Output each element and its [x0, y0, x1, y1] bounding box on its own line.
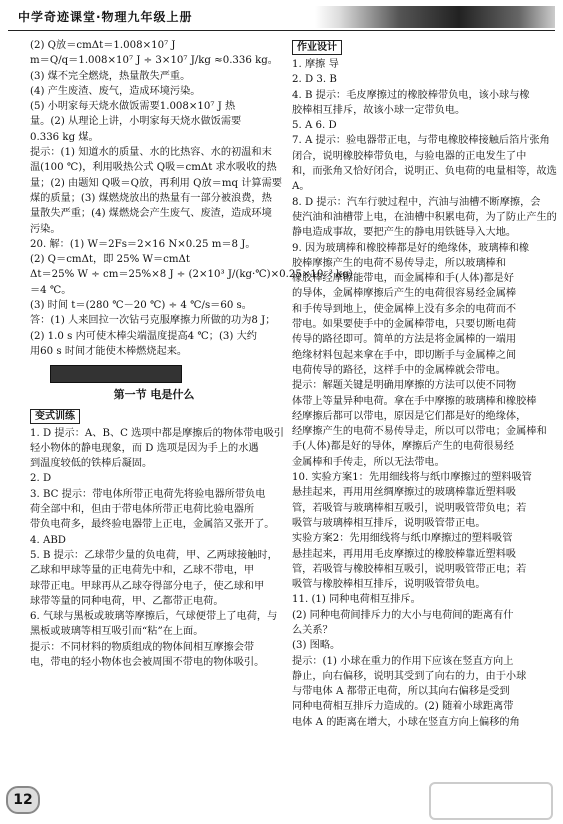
- text-line: 闭合，说明橡胶棒带负电，与验电器的正电发生了中: [292, 150, 527, 162]
- left-column-bottom: [30, 426, 284, 671]
- text-line: 5. B 提示：乙球带少量的负电荷，甲、乙两球接触时，: [30, 549, 278, 561]
- variant-training-label: 变式训练: [30, 409, 80, 424]
- text-line: 污染。: [30, 223, 61, 235]
- watermark-logo: [429, 782, 553, 820]
- chapter-banner: [50, 365, 182, 383]
- text-line: 提示：(1) 知道水的质量、水的比热容、水的初温和末: [30, 147, 272, 159]
- text-line: A。: [292, 181, 310, 193]
- text-line: 1. 摩擦 导: [292, 59, 339, 70]
- text-line: (2) Q放＝cmΔt＝1.008×10⁷ J: [30, 40, 176, 51]
- section-title: 第一节 电是什么: [113, 388, 195, 402]
- text-line: ＝4 ℃。: [30, 284, 72, 296]
- text-line: 的导体，金属棒摩擦后产生的电荷很容易经金属棒: [292, 288, 517, 300]
- text-line: 提示：(1) 小球在重力的作用下应该在竖直方向上: [292, 655, 514, 667]
- text-line: 2. D 3. B: [292, 74, 337, 86]
- text-line: 8. D 提示：汽车行驶过程中，汽油与油槽不断摩擦，会: [292, 196, 541, 208]
- text-line: 10. 实验方案1：先用细线将与纸巾摩擦过的塑料吸管: [292, 472, 532, 484]
- text-line: 1. D 提示：A、B、C 选项中都是摩擦后的物体带电吸引: [30, 427, 284, 439]
- text-line: 4. ABD: [30, 534, 66, 546]
- text-line: 量。(2) 从理论上讲，小明家每天烧水做饭需要: [30, 116, 242, 128]
- text-line: 使汽油和油槽带上电，在油槽中积累电荷，为了防止产生的: [292, 211, 557, 223]
- text-line: 提示：解题关键是明确用摩擦的方法可以使不同物: [292, 380, 517, 392]
- text-line: 黑板或玻璃等相互吸引而“粘”在上面。: [30, 626, 204, 638]
- text-line: 乙球和甲球等量的正电荷先中和，乙球不带电，甲: [30, 565, 255, 577]
- text-line: 么关系？: [292, 624, 333, 636]
- text-line: 7. A 提示：验电器带正电，与带电橡胶棒接触后箔片张角: [292, 135, 550, 147]
- right-column: [292, 38, 557, 730]
- text-line: 吸管与橡胶棒相互排斥，说明吸管带负电。: [292, 579, 486, 591]
- text-line: 11. (1) 同种电荷相互排斥。: [292, 594, 421, 606]
- text-line: 20. 解：(1) W＝2Fs＝2×16 N×0.25 m＝8 J。: [30, 238, 256, 250]
- text-line: (4) 产生废渣、废气，造成环境污染。: [30, 85, 201, 97]
- text-line: 带负电荷多，最终验电器带上正电，金属箔又张开了。: [30, 519, 275, 531]
- text-line: 球带正电。甲球再从乙球夺得部分电子，使乙球和甲: [30, 580, 265, 592]
- text-line: 到温度较低的铁棒后凝固。: [30, 458, 153, 470]
- text-line: 量；(2) 由题知 Q吸＝Q放，再利用 Q放＝mq 计算需要: [30, 177, 282, 189]
- text-line: 3. BC 提示：带电体所带正电荷先将验电器所带负电: [30, 488, 266, 500]
- text-line: 经摩擦后都可以带电，原因是它们都是好的绝缘体，: [292, 410, 527, 422]
- page-number: 12: [6, 786, 40, 814]
- text-line: 提示：不同材料的物质组成的物体间相互摩擦会带: [30, 641, 255, 653]
- text-line: (3) 时间 t＝(280 ℃－20 ℃) ÷ 4 ℃/s＝60 s。: [30, 300, 252, 312]
- text-line: Δt＝25% W ÷ cm＝25%×8 J ÷ (2×10³ J/(kg·℃)×0.25×10⁻³ kg): [30, 269, 353, 281]
- text-line: 金属棒和手传走，所以无法带电。: [292, 456, 445, 468]
- text-line: 量散失严重；(4) 煤燃烧会产生废气、废渣，造成环境: [30, 208, 272, 220]
- right-column-lines: [292, 57, 557, 730]
- text-line: 温(100 ℃)，利用吸热公式 Q吸＝cmΔt 求水吸收的热: [30, 162, 277, 174]
- text-line: 电体 A 的距离在增大，小球在竖直方向上偏移的角: [292, 716, 520, 728]
- text-line: 2. D: [30, 473, 52, 485]
- text-line: 9. 因为玻璃棒和橡胶棒都是好的绝缘体，玻璃棒和橡: [292, 242, 530, 254]
- text-line: 6. 气球与黑板或玻璃等摩擦后，气球便带上了电荷，与: [30, 611, 278, 623]
- header-title: 中学奇迹课堂·物理九年级上册: [18, 10, 193, 24]
- page-header: [8, 6, 555, 31]
- text-line: 管，若吸管与橡胶棒相互吸引，说明吸管带正电；若: [292, 563, 527, 575]
- text-line: 轻小物体的静电现象，而 D 选项是因为手上的水遇: [30, 442, 259, 454]
- text-line: 4. B 提示：毛皮摩擦过的橡胶棒带负电，该小球与橡: [292, 89, 530, 101]
- text-line: 5. A 6. D: [292, 120, 337, 132]
- text-line: m＝Q/q＝1.008×10⁷ J ÷ 3×10⁷ J/kg ≈0.336 kg。: [30, 55, 278, 67]
- text-line: 胶棒摩擦产生的电荷不易传导走，所以玻璃棒和: [292, 257, 506, 269]
- text-line: 悬挂起来，再用用毛皮摩擦过的橡胶棒靠近塑料吸: [292, 548, 517, 560]
- text-line: 电，带电的轻小物体也会被周围不带电的物体吸引。: [30, 656, 265, 668]
- text-line: (2) Q＝cmΔt，即 25% W＝cmΔt: [30, 254, 190, 266]
- text-line: 手(人体)都是好的导体，摩擦后产生的电荷很易经: [292, 441, 514, 453]
- text-line: (3) 煤不完全燃烧，热量散失严重。: [30, 70, 191, 82]
- text-line: (5) 小明家每天烧水做饭需要1.008×10⁷ J 热: [30, 101, 236, 113]
- text-line: 与带电体 A 都带正电荷，所以其向右偏移是受到: [292, 686, 510, 698]
- text-line: 静电造成事故，要把产生的静电用铁链导入大地。: [292, 227, 517, 239]
- homework-design-label: 作业设计: [292, 40, 342, 55]
- text-line: 管，若吸管与玻璃棒相互吸引，说明吸管带负电；若: [292, 502, 527, 514]
- text-line: 球带等量的同种电荷，甲、乙都带正电荷。: [30, 595, 224, 607]
- text-line: 吸管与玻璃棒相互排斥，说明吸管带正电。: [292, 517, 486, 529]
- text-line: 和，而张角又恰好闭合，说明正、负电荷的电量相等，故选: [292, 166, 557, 178]
- text-line: 绝缘材料包起来拿在手中，即切断手与金属棒之间: [292, 349, 517, 361]
- text-line: 传导的路径即可。简单的方法是将金属棒的一端用: [292, 334, 517, 346]
- text-line: 经摩擦产生的电荷不易传导走，所以可以带电；金属棒和: [292, 426, 547, 438]
- text-line: (3) 图略。: [292, 640, 341, 652]
- text-line: (2) 1.0 s 内可使木棒尖端温度提高4 ℃；(3) 大约: [30, 330, 257, 342]
- text-line: 实验方案2：先用细线将与纸巾摩擦过的塑料吸管: [292, 533, 513, 545]
- text-line: 静止，向右偏移，说明其受到了向右的力，由于小球: [292, 670, 527, 682]
- text-line: 用60 s 时间才能使木棒燃烧起来。: [30, 345, 188, 357]
- text-line: 和手传导到地上，使金属棒上没有多余的电荷而不: [292, 303, 517, 315]
- text-line: 0.336 kg 煤。: [30, 131, 99, 143]
- text-line: 同种电荷相互排斥力造成的。(2) 随着小球距离带: [292, 701, 514, 713]
- text-line: 悬挂起来，再用用丝绸摩擦过的玻璃棒靠近塑料吸: [292, 487, 517, 499]
- text-line: 答：(1) 人来回拉一次钻弓克服摩擦力所做的功为8 J；: [30, 315, 276, 327]
- text-line: 煤的质量；(3) 煤燃烧放出的热量有一部分被浪费，热: [30, 192, 272, 204]
- text-line: 橡胶棒经摩擦能带电，而金属棒和手(人体)都是好: [292, 273, 514, 285]
- text-line: 带电。如果要使手中的金属棒带电，只要切断电荷: [292, 319, 517, 331]
- text-line: 体带上等量异种电荷。拿在手中摩擦的玻璃棒和橡胶棒: [292, 395, 537, 407]
- text-line: (2) 同种电荷间排斥力的大小与电荷间的距离有什: [292, 609, 514, 621]
- text-line: 电荷传导的路径，这样手中的金属棒就会带电。: [292, 364, 506, 376]
- text-line: 胶棒相互排斥，故该小球一定带负电。: [292, 104, 466, 116]
- header-banner-image: [315, 6, 555, 28]
- text-line: 荷全部中和，但由于带电体所带正电荷比验电器所: [30, 504, 255, 516]
